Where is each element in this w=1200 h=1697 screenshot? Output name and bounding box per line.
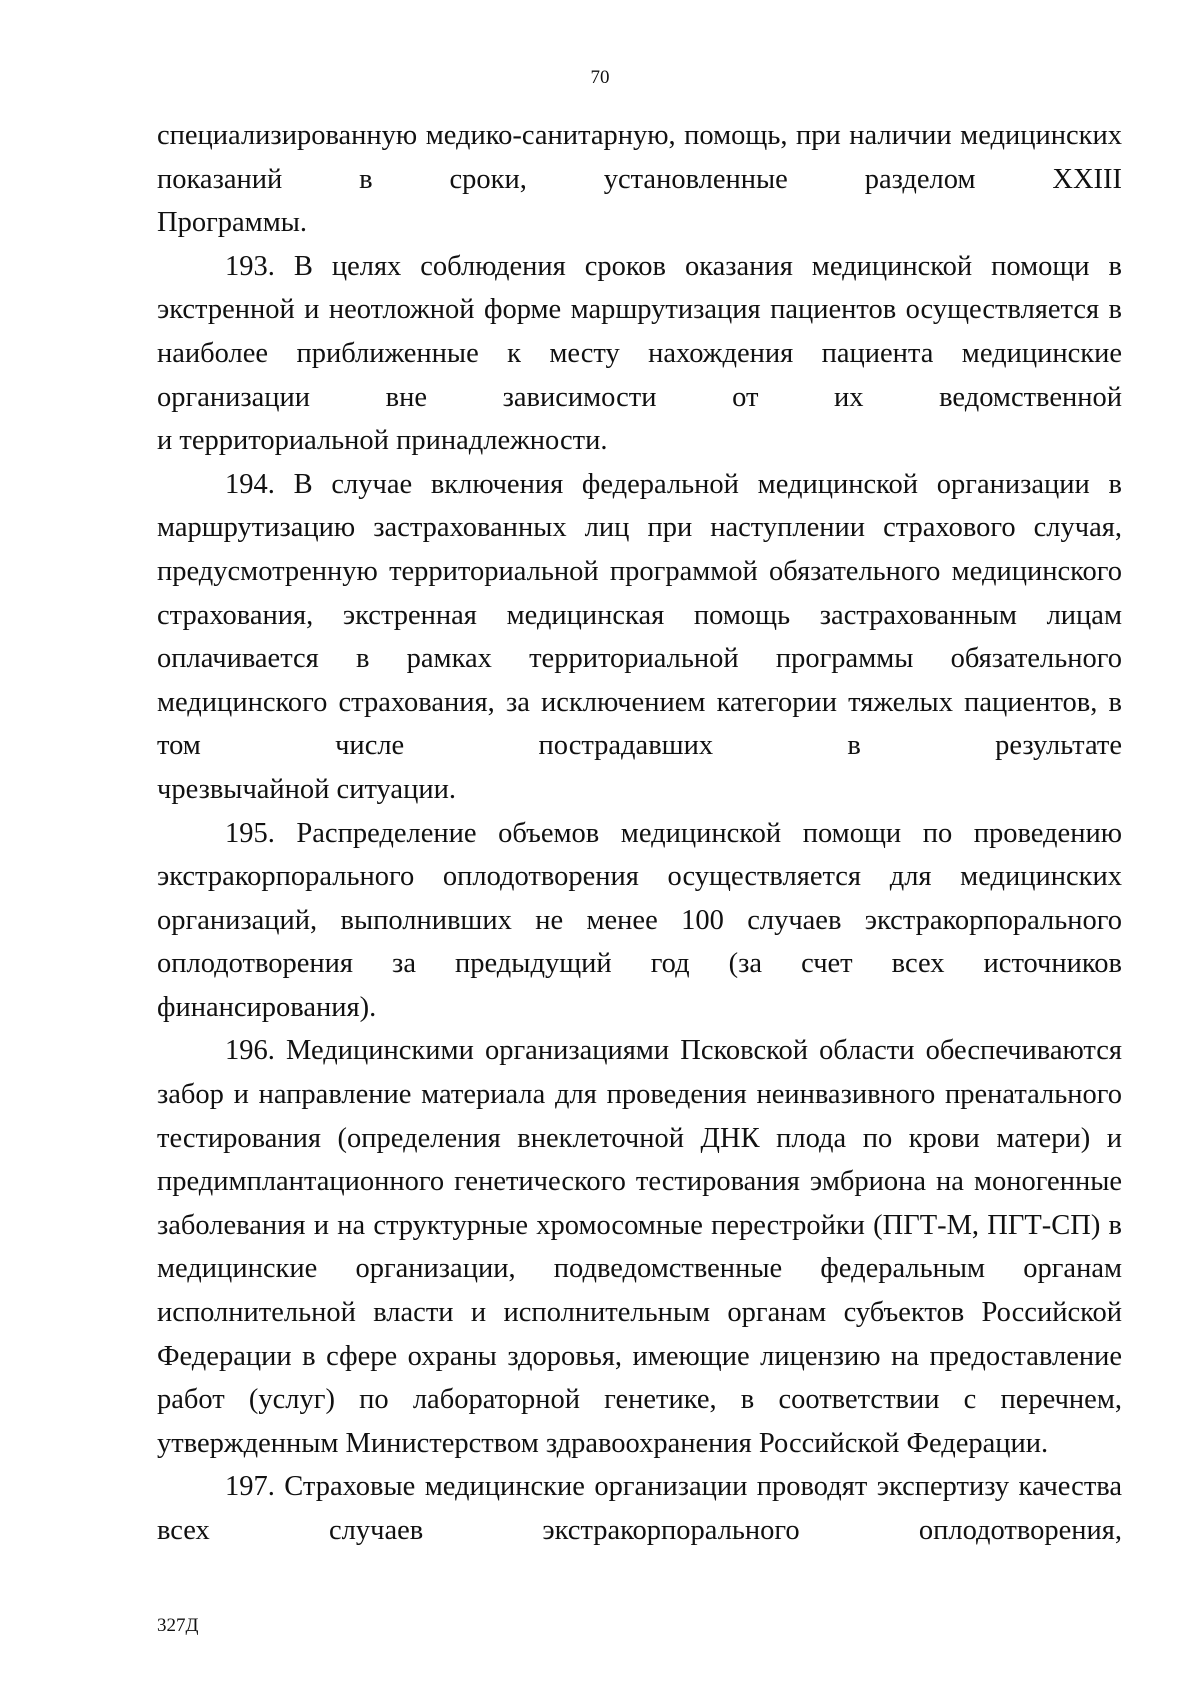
text-line: организации, подведомственные федеральным органам исполнительной (157, 1253, 1123, 1329)
text-line: 195. Распределение объемов медицинской помощи по проведению (225, 817, 1122, 849)
text-line: власти и исполнительным органам субъектов Российской Федерации (157, 1297, 1122, 1372)
text-line: медицинских показаний в сроки, установленные разделом XXIII (157, 120, 1122, 195)
text-line: ДНК плода по крови матери) и предимплантационного генетического (157, 1122, 1122, 1198)
paragraph-194-end (157, 768, 1122, 812)
paragraph-197 (157, 1465, 1122, 1552)
text-line: (услуг) по лабораторной генетике, в соответствии с перечнем, (248, 1384, 1122, 1416)
text-line: 194. В случае включения федеральной медицинской организации (225, 468, 1109, 500)
paragraph-195-end (157, 986, 1122, 1030)
text-line: в сфере охраны здоровья, имеющие лицензию на предоставление работ (157, 1340, 1122, 1416)
text-line: финансирования). (157, 991, 377, 1023)
text-line: осуществляется в наиболее приближенные к месту нахождения пациента (157, 294, 1122, 369)
text-line: в маршрутизацию застрахованных лиц при наступлении страхового (157, 468, 1122, 544)
text-line: специализированную медико-санитарную, помощь, при наличии (157, 120, 961, 151)
text-line: Программы. (157, 207, 308, 239)
text-line: хромосомные перестройки (ПГТ-М, ПГТ-СП) в медицинские (157, 1209, 1123, 1285)
text-line: и территориальной принадлежности. (157, 425, 608, 457)
text-line: 197. Страховые медицинские организации проводят экспертизу (225, 1471, 1019, 1503)
text-line: медицинского страхования, экстренная медицинская помощь (157, 555, 1122, 631)
document-body (157, 114, 1122, 1553)
text-line: застрахованным лицам оплачивается в рамках территориальной (157, 599, 1122, 675)
text-line: качества всех случаев экстракорпорального оплодотворения, (157, 1471, 1122, 1546)
paragraph-continuation-end (157, 201, 1122, 245)
text-line: чрезвычайной ситуации. (157, 773, 456, 805)
text-line: 193. В целях соблюдения сроков оказания медицинской помощи (225, 250, 1109, 282)
text-line: утвержденным Министерством здравоохранения Российской Федерации. (157, 1427, 1049, 1459)
text-line: медицинские организации вне зависимости от их ведомственной (157, 337, 1122, 413)
text-line: организаций, выполнивших не менее 100 случаев экстракорпорального (157, 904, 1122, 936)
text-line: в экстренной и неотложной форме маршрутизация пациентов (157, 250, 1122, 326)
footer-code: 327Д (157, 1615, 199, 1636)
paragraph-196 (157, 1029, 1122, 1421)
paragraph-196-end (157, 1422, 1122, 1466)
text-line: оплодотворения за предыдущий год (за счет всех источников (157, 948, 1122, 980)
text-line: обеспечиваются забор и направление материала для проведения (157, 1035, 1122, 1111)
paragraph-continuation (157, 114, 1122, 201)
page-number: 70 (590, 67, 610, 88)
paragraph-195 (157, 812, 1122, 986)
paragraph-193-end (157, 419, 1122, 463)
paragraph-193 (157, 245, 1122, 419)
text-line: экстракорпорального оплодотворения осуществляется для медицинских (157, 861, 1122, 893)
text-line: программы обязательного медицинского страхования, за исключением (157, 643, 1123, 718)
text-line: случая, предусмотренную территориальной программой обязательного (157, 512, 1122, 587)
text-line: тестирования эмбриона на моногенные заболевания и на структурные (157, 1166, 1122, 1241)
paragraph-194 (157, 463, 1122, 768)
text-line: категории тяжелых пациентов, в том числе пострадавших в результате (157, 686, 1122, 762)
text-line: неинвазивного пренатального тестирования (определения внеклеточной (157, 1079, 1122, 1154)
text-line: 196. Медицинскими организациями Псковской области (225, 1035, 926, 1067)
